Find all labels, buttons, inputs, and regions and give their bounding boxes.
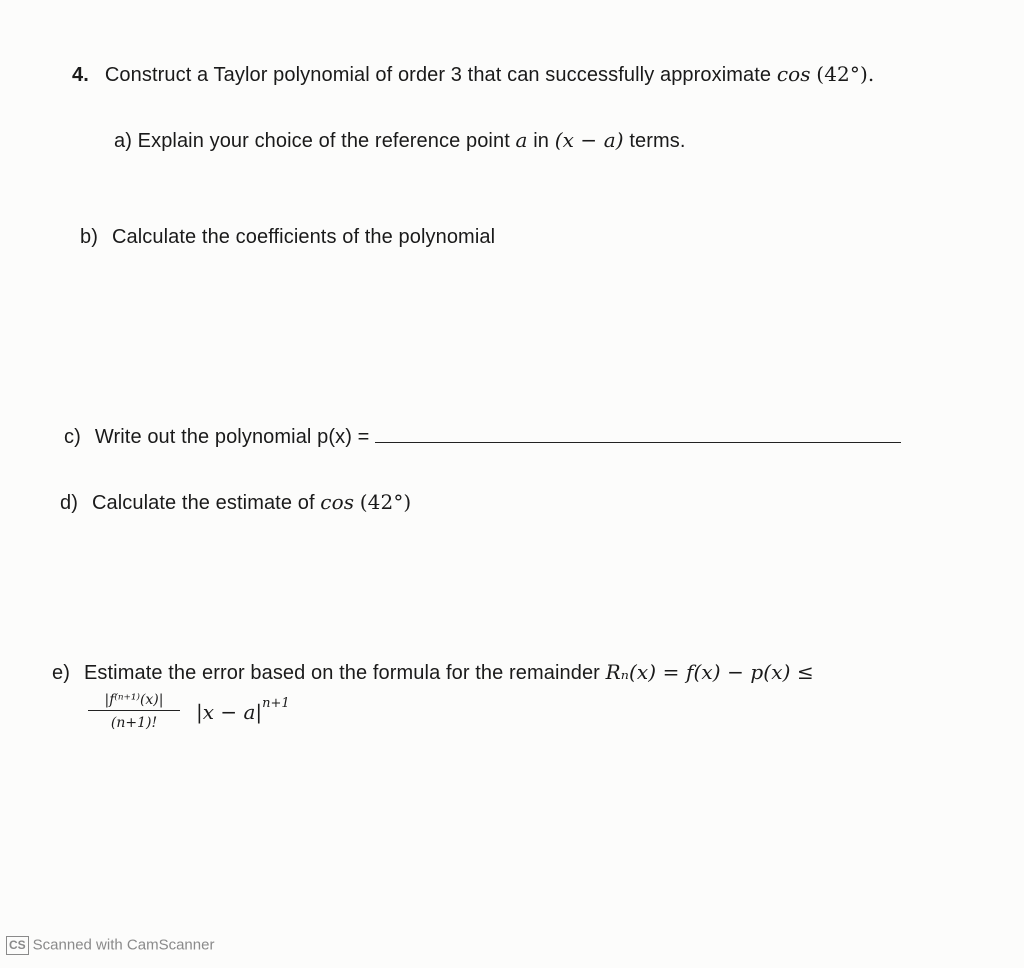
part-c-label: c) (64, 426, 81, 448)
fraction-denominator: (n+1)! (110, 715, 158, 731)
part-c-text: Write out the polynomial p(x) = (94, 426, 370, 448)
watermark-text: Scanned with CamScanner (32, 936, 215, 954)
part-a-text: Explain your choice of the reference point (137, 130, 510, 152)
scanner-watermark (6, 936, 214, 955)
remainder-fraction (88, 692, 180, 731)
part-a-var: a (515, 128, 528, 152)
answer-blank-line[interactable] (375, 424, 901, 443)
question-text: Construct a Taylor polynomial of order 3 that can successfully approximate (104, 64, 772, 86)
part-b-label: b) (80, 226, 98, 248)
part-b (80, 226, 495, 249)
part-a-expr: (x − a) (554, 128, 624, 152)
question-4 (72, 62, 874, 87)
fraction-numerator: |f⁽ⁿ⁺¹⁾(x)| (88, 692, 180, 711)
part-c (64, 424, 901, 449)
question-number: 4. (72, 64, 89, 86)
question-func: cos (776, 62, 811, 86)
part-d-label: d) (60, 492, 78, 514)
part-a-mid: in (533, 130, 550, 152)
part-a-after: terms. (629, 130, 686, 152)
part-d (60, 490, 411, 515)
part-d-arg: (42°) (359, 490, 412, 514)
part-e (52, 660, 814, 685)
abs-term-base: |x − a| (196, 700, 263, 724)
part-a-label: a) (114, 130, 132, 152)
abs-term-exponent: n+1 (262, 696, 290, 712)
question-arg: (42°). (816, 62, 875, 86)
part-e-label: e) (52, 662, 70, 684)
part-d-text: Calculate the estimate of (91, 492, 315, 514)
camscanner-logo: CS (6, 936, 29, 955)
part-a (114, 128, 686, 153)
part-d-func: cos (320, 490, 355, 514)
part-e-text: Estimate the error based on the formula for the remainder (83, 662, 600, 684)
part-b-text: Calculate the coefficients of the polynomial (111, 226, 496, 248)
part-e-formula: Rₙ(x) = f(x) − p(x) ≤ (605, 660, 814, 684)
abs-term (196, 696, 290, 724)
